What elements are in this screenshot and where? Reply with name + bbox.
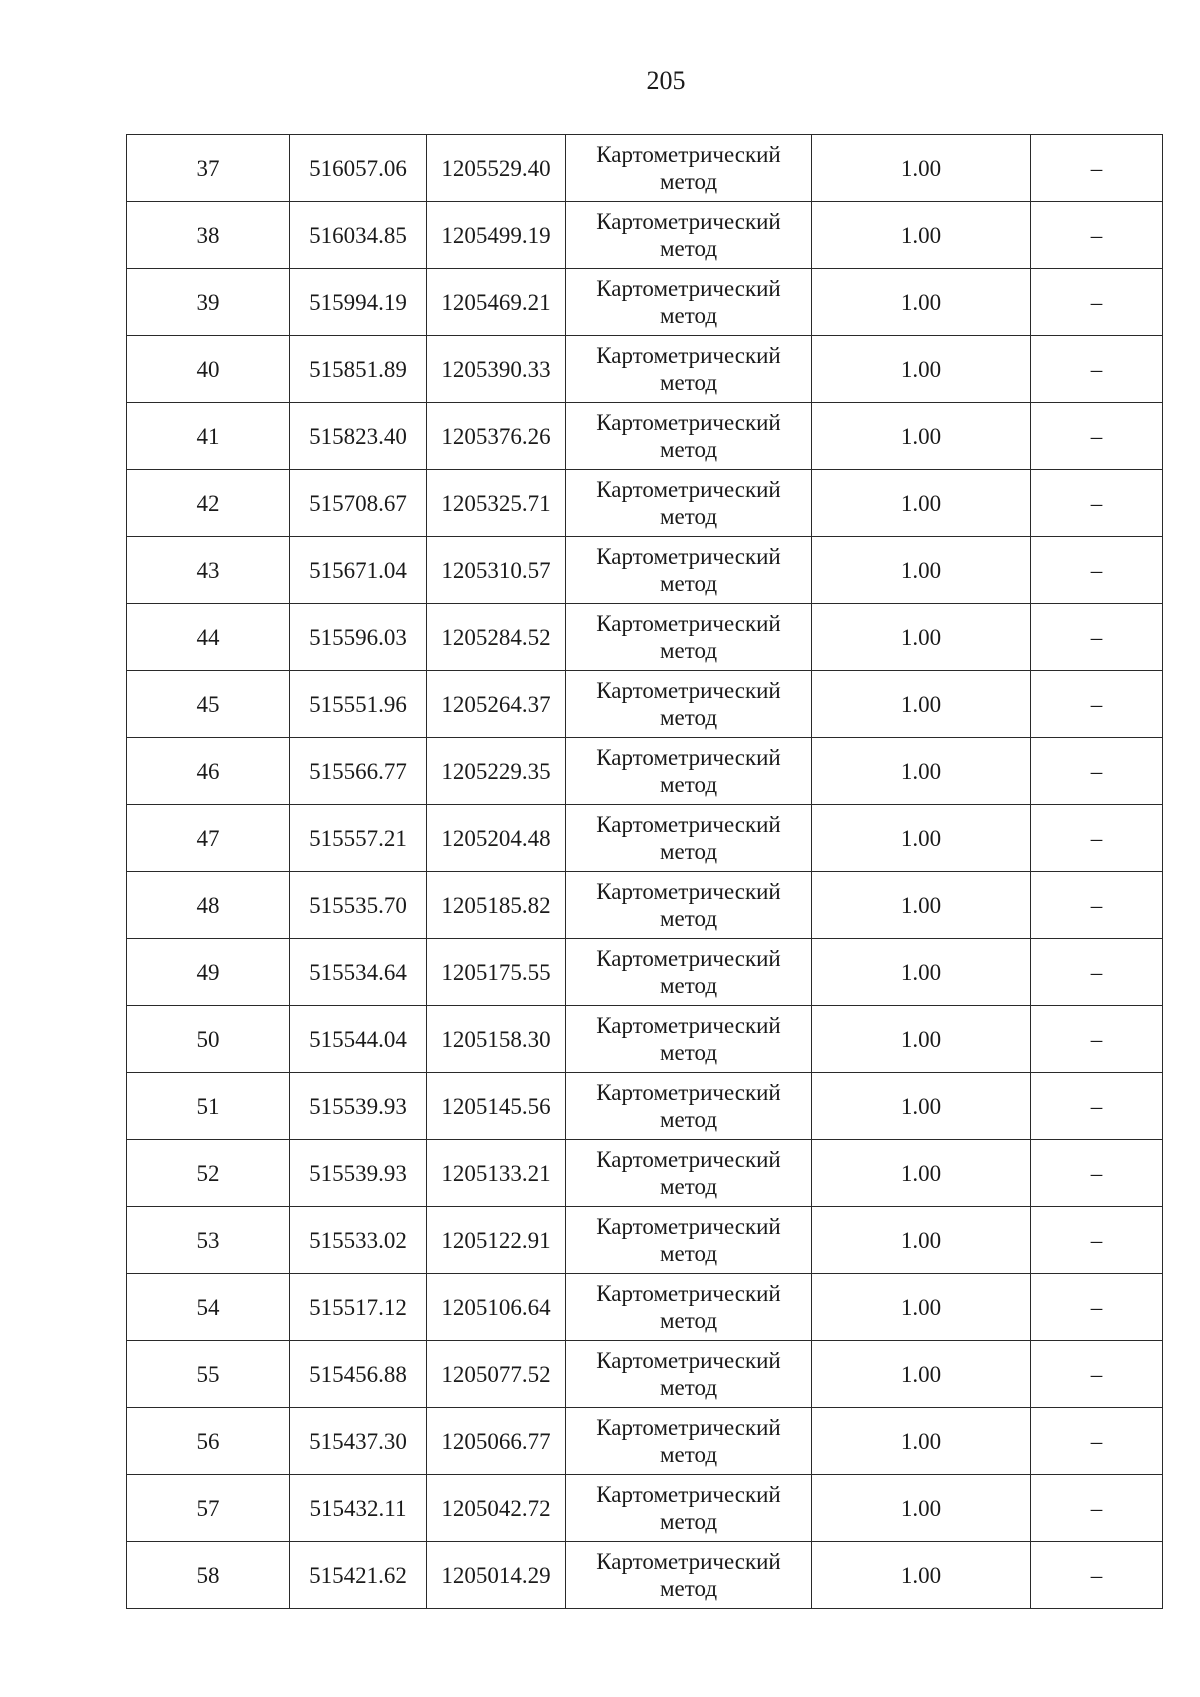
y-coordinate-cell: 1205204.48 [427, 805, 566, 872]
table-row [127, 671, 1163, 738]
method-cell [566, 1408, 812, 1475]
table-body [127, 135, 1163, 1609]
note-cell: – [1031, 1274, 1163, 1341]
method-cell [566, 1542, 812, 1609]
accuracy-cell: 1.00 [812, 1542, 1031, 1609]
accuracy-cell: 1.00 [812, 939, 1031, 1006]
point-number-cell: 49 [127, 939, 290, 1006]
point-number-cell: 56 [127, 1408, 290, 1475]
table-row [127, 537, 1163, 604]
table-row [127, 269, 1163, 336]
note-cell: – [1031, 671, 1163, 738]
method-line-2: метод [659, 1308, 718, 1333]
note-cell: – [1031, 1073, 1163, 1140]
method-cell [566, 939, 812, 1006]
note-cell: – [1031, 537, 1163, 604]
point-number-cell: 38 [127, 202, 290, 269]
method-line-2: метод [659, 1241, 718, 1266]
table-row [127, 1542, 1163, 1609]
point-number-cell: 57 [127, 1475, 290, 1542]
point-number-cell: 53 [127, 1207, 290, 1274]
method-line-1: Картометрический [596, 477, 781, 502]
y-coordinate-cell: 1205284.52 [427, 604, 566, 671]
method-cell [566, 135, 812, 202]
y-coordinate-cell: 1205229.35 [427, 738, 566, 805]
note-cell: – [1031, 470, 1163, 537]
accuracy-cell: 1.00 [812, 135, 1031, 202]
method-cell [566, 269, 812, 336]
note-cell: – [1031, 604, 1163, 671]
method-cell [566, 671, 812, 738]
accuracy-cell: 1.00 [812, 1341, 1031, 1408]
method-line-2: метод [659, 437, 718, 462]
method-cell [566, 202, 812, 269]
method-cell [566, 872, 812, 939]
accuracy-cell: 1.00 [812, 1408, 1031, 1475]
accuracy-cell: 1.00 [812, 1073, 1031, 1140]
coordinates-table [126, 134, 1163, 1609]
accuracy-cell: 1.00 [812, 1006, 1031, 1073]
method-line-1: Картометрический [596, 1214, 781, 1239]
method-line-1: Картометрический [596, 1147, 781, 1172]
x-coordinate-cell: 515671.04 [290, 537, 427, 604]
accuracy-cell: 1.00 [812, 671, 1031, 738]
note-cell: – [1031, 135, 1163, 202]
point-number-cell: 42 [127, 470, 290, 537]
table-row [127, 1140, 1163, 1207]
note-cell: – [1031, 1006, 1163, 1073]
method-line-2: метод [659, 571, 718, 596]
method-cell [566, 604, 812, 671]
method-cell [566, 403, 812, 470]
method-line-1: Картометрический [596, 1348, 781, 1373]
y-coordinate-cell: 1205175.55 [427, 939, 566, 1006]
method-line-1: Картометрический [596, 812, 781, 837]
y-coordinate-cell: 1205014.29 [427, 1542, 566, 1609]
note-cell: – [1031, 336, 1163, 403]
y-coordinate-cell: 1205158.30 [427, 1006, 566, 1073]
method-cell [566, 1274, 812, 1341]
note-cell: – [1031, 738, 1163, 805]
method-cell [566, 470, 812, 537]
y-coordinate-cell: 1205042.72 [427, 1475, 566, 1542]
y-coordinate-cell: 1205077.52 [427, 1341, 566, 1408]
method-line-1: Картометрический [596, 209, 781, 234]
note-cell: – [1031, 1207, 1163, 1274]
method-line-1: Картометрический [596, 946, 781, 971]
table-row [127, 403, 1163, 470]
x-coordinate-cell: 515517.12 [290, 1274, 427, 1341]
method-line-2: метод [659, 1442, 718, 1467]
method-line-1: Картометрический [596, 1080, 781, 1105]
x-coordinate-cell: 515539.93 [290, 1140, 427, 1207]
point-number-cell: 39 [127, 269, 290, 336]
x-coordinate-cell: 515596.03 [290, 604, 427, 671]
table-row [127, 805, 1163, 872]
y-coordinate-cell: 1205376.26 [427, 403, 566, 470]
method-line-2: метод [659, 705, 718, 730]
x-coordinate-cell: 515534.64 [290, 939, 427, 1006]
accuracy-cell: 1.00 [812, 805, 1031, 872]
note-cell: – [1031, 403, 1163, 470]
method-line-2: метод [659, 1509, 718, 1534]
point-number-cell: 48 [127, 872, 290, 939]
page-number: 205 [646, 66, 686, 95]
y-coordinate-cell: 1205390.33 [427, 336, 566, 403]
method-line-2: метод [659, 1107, 718, 1132]
method-line-1: Картометрический [596, 745, 781, 770]
method-line-1: Картометрический [596, 1415, 781, 1440]
note-cell: – [1031, 1341, 1163, 1408]
y-coordinate-cell: 1205066.77 [427, 1408, 566, 1475]
x-coordinate-cell: 515432.11 [290, 1475, 427, 1542]
accuracy-cell: 1.00 [812, 604, 1031, 671]
x-coordinate-cell: 516057.06 [290, 135, 427, 202]
y-coordinate-cell: 1205106.64 [427, 1274, 566, 1341]
table-row [127, 336, 1163, 403]
method-line-1: Картометрический [596, 1281, 781, 1306]
method-line-2: метод [659, 638, 718, 663]
point-number-cell: 55 [127, 1341, 290, 1408]
method-line-1: Картометрический [596, 1549, 781, 1574]
x-coordinate-cell: 515708.67 [290, 470, 427, 537]
accuracy-cell: 1.00 [812, 336, 1031, 403]
note-cell: – [1031, 1408, 1163, 1475]
method-line-2: метод [659, 772, 718, 797]
y-coordinate-cell: 1205499.19 [427, 202, 566, 269]
table-row [127, 1475, 1163, 1542]
method-line-2: метод [659, 303, 718, 328]
method-line-1: Картометрический [596, 678, 781, 703]
method-line-2: метод [659, 169, 718, 194]
table-row [127, 470, 1163, 537]
accuracy-cell: 1.00 [812, 202, 1031, 269]
method-line-1: Картометрический [596, 611, 781, 636]
method-line-1: Картометрический [596, 879, 781, 904]
x-coordinate-cell: 515823.40 [290, 403, 427, 470]
x-coordinate-cell: 516034.85 [290, 202, 427, 269]
table-row [127, 1408, 1163, 1475]
y-coordinate-cell: 1205122.91 [427, 1207, 566, 1274]
method-cell [566, 336, 812, 403]
point-number-cell: 45 [127, 671, 290, 738]
method-cell [566, 1475, 812, 1542]
note-cell: – [1031, 939, 1163, 1006]
method-line-1: Картометрический [596, 142, 781, 167]
method-cell [566, 805, 812, 872]
x-coordinate-cell: 515557.21 [290, 805, 427, 872]
point-number-cell: 54 [127, 1274, 290, 1341]
method-line-1: Картометрический [596, 410, 781, 435]
x-coordinate-cell: 515851.89 [290, 336, 427, 403]
method-cell [566, 1140, 812, 1207]
note-cell: – [1031, 269, 1163, 336]
accuracy-cell: 1.00 [812, 872, 1031, 939]
y-coordinate-cell: 1205145.56 [427, 1073, 566, 1140]
point-number-cell: 46 [127, 738, 290, 805]
point-number-cell: 43 [127, 537, 290, 604]
method-line-1: Картометрический [596, 343, 781, 368]
accuracy-cell: 1.00 [812, 1140, 1031, 1207]
table-row [127, 872, 1163, 939]
table-row [127, 135, 1163, 202]
method-line-2: метод [659, 839, 718, 864]
point-number-cell: 51 [127, 1073, 290, 1140]
table-row [127, 1073, 1163, 1140]
accuracy-cell: 1.00 [812, 1274, 1031, 1341]
accuracy-cell: 1.00 [812, 537, 1031, 604]
point-number-cell: 47 [127, 805, 290, 872]
note-cell: – [1031, 1140, 1163, 1207]
x-coordinate-cell: 515437.30 [290, 1408, 427, 1475]
accuracy-cell: 1.00 [812, 1207, 1031, 1274]
method-cell [566, 1341, 812, 1408]
note-cell: – [1031, 805, 1163, 872]
method-line-2: метод [659, 504, 718, 529]
y-coordinate-cell: 1205264.37 [427, 671, 566, 738]
table-row [127, 604, 1163, 671]
method-line-2: метод [659, 370, 718, 395]
method-line-1: Картометрический [596, 544, 781, 569]
method-line-2: метод [659, 236, 718, 261]
y-coordinate-cell: 1205185.82 [427, 872, 566, 939]
note-cell: – [1031, 872, 1163, 939]
y-coordinate-cell: 1205529.40 [427, 135, 566, 202]
method-cell [566, 738, 812, 805]
method-line-2: метод [659, 1174, 718, 1199]
method-line-1: Картометрический [596, 1482, 781, 1507]
x-coordinate-cell: 515551.96 [290, 671, 427, 738]
x-coordinate-cell: 515421.62 [290, 1542, 427, 1609]
table-row [127, 1274, 1163, 1341]
y-coordinate-cell: 1205469.21 [427, 269, 566, 336]
note-cell: – [1031, 1475, 1163, 1542]
note-cell: – [1031, 202, 1163, 269]
x-coordinate-cell: 515456.88 [290, 1341, 427, 1408]
x-coordinate-cell: 515533.02 [290, 1207, 427, 1274]
method-cell [566, 1006, 812, 1073]
x-coordinate-cell: 515566.77 [290, 738, 427, 805]
method-line-2: метод [659, 906, 718, 931]
point-number-cell: 41 [127, 403, 290, 470]
table-row [127, 738, 1163, 805]
method-line-1: Картометрический [596, 1013, 781, 1038]
table-row [127, 1341, 1163, 1408]
accuracy-cell: 1.00 [812, 738, 1031, 805]
point-number-cell: 37 [127, 135, 290, 202]
table-row [127, 202, 1163, 269]
point-number-cell: 52 [127, 1140, 290, 1207]
x-coordinate-cell: 515994.19 [290, 269, 427, 336]
method-line-2: метод [659, 1040, 718, 1065]
method-line-2: метод [659, 1375, 718, 1400]
accuracy-cell: 1.00 [812, 403, 1031, 470]
y-coordinate-cell: 1205310.57 [427, 537, 566, 604]
accuracy-cell: 1.00 [812, 1475, 1031, 1542]
point-number-cell: 44 [127, 604, 290, 671]
method-cell [566, 537, 812, 604]
point-number-cell: 50 [127, 1006, 290, 1073]
y-coordinate-cell: 1205325.71 [427, 470, 566, 537]
x-coordinate-cell: 515544.04 [290, 1006, 427, 1073]
point-number-cell: 40 [127, 336, 290, 403]
table-row [127, 1006, 1163, 1073]
method-line-2: метод [659, 1576, 718, 1601]
y-coordinate-cell: 1205133.21 [427, 1140, 566, 1207]
method-cell [566, 1073, 812, 1140]
method-cell [566, 1207, 812, 1274]
point-number-cell: 58 [127, 1542, 290, 1609]
table-row [127, 939, 1163, 1006]
accuracy-cell: 1.00 [812, 470, 1031, 537]
x-coordinate-cell: 515539.93 [290, 1073, 427, 1140]
table-row [127, 1207, 1163, 1274]
method-line-1: Картометрический [596, 276, 781, 301]
method-line-2: метод [659, 973, 718, 998]
note-cell: – [1031, 1542, 1163, 1609]
x-coordinate-cell: 515535.70 [290, 872, 427, 939]
accuracy-cell: 1.00 [812, 269, 1031, 336]
